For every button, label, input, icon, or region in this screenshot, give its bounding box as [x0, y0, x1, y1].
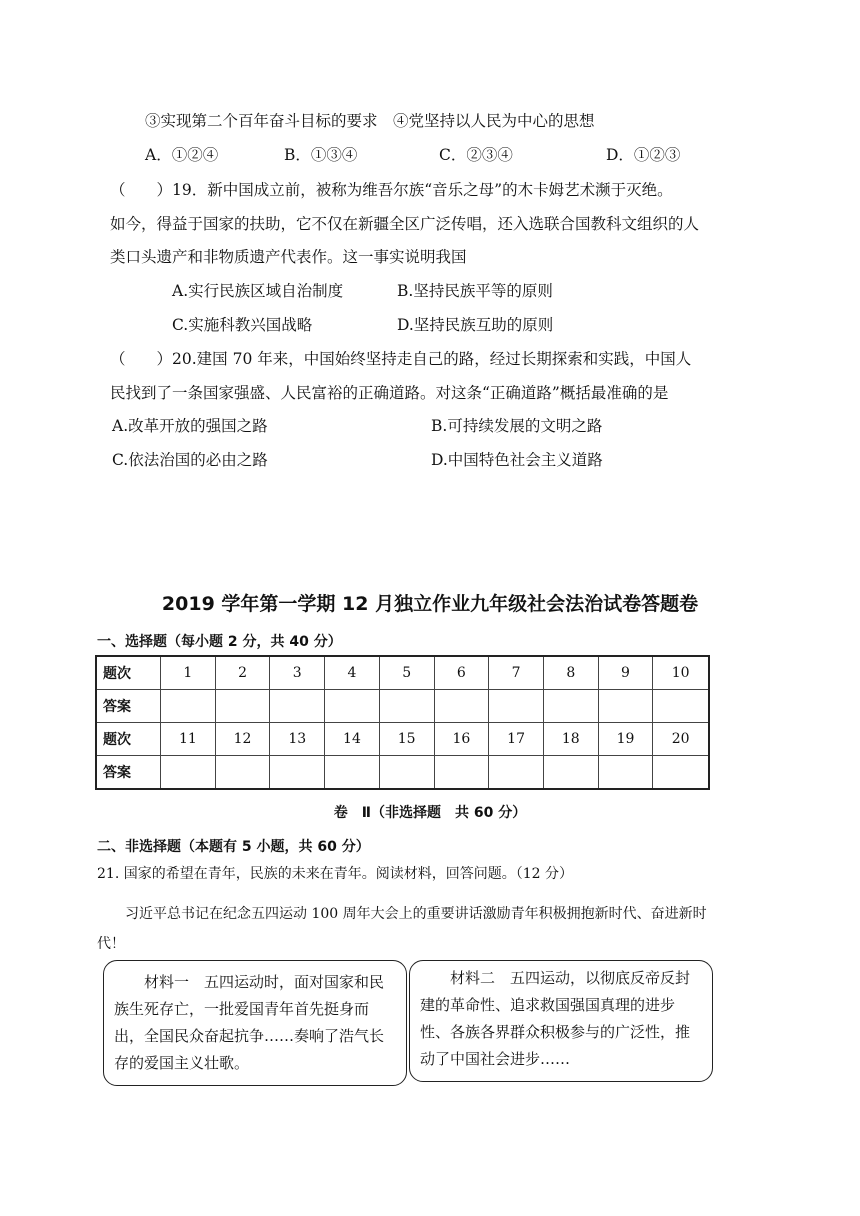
- question-number: 9: [598, 656, 653, 690]
- q20-stem-line1: （ ）20.建国 70 年来，中国始终坚持走自己的路，经过长期探索和实践，中国人: [110, 350, 692, 368]
- answer-cell[interactable]: [270, 756, 325, 790]
- q19-option-a: A.实行民族区域自治制度: [172, 282, 344, 300]
- question-number: 11: [161, 723, 216, 756]
- q20-option-c: C.依法治国的必由之路: [112, 451, 268, 469]
- material1-text: 材料一 五四运动时，面对国家和民族生死存亡，一批爱国青年首先挺身而出，全国民众奋起抗争……奏响了浩气长存的爱国主义壮歌。: [114, 973, 385, 1072]
- answer-cell[interactable]: [543, 690, 598, 723]
- answer-cell[interactable]: [653, 690, 709, 723]
- answer-cell[interactable]: [434, 756, 489, 790]
- answer-cell[interactable]: [489, 756, 544, 790]
- table-row: [96, 656, 709, 690]
- section1-heading: 一、选择题（每小题 2 分，共 40 分）: [97, 634, 342, 650]
- question-number: 4: [325, 656, 380, 690]
- answer-sheet-title: 2019 学年第一学期 12 月独立作业九年级社会法治试卷答题卷: [161, 593, 699, 615]
- section2-heading: 二、非选择题（本题有 5 小题，共 60 分）: [97, 839, 370, 855]
- question-number: 2: [215, 656, 270, 690]
- q19-option-b: B.坚持民族平等的原则: [397, 282, 553, 300]
- table-row: [96, 690, 709, 723]
- answer-cell[interactable]: [325, 756, 380, 790]
- answer-cell[interactable]: [215, 690, 270, 723]
- answer-cell[interactable]: [543, 756, 598, 790]
- q21-intro-line2: 代！: [97, 936, 125, 952]
- row-label-question: 题次: [96, 723, 161, 756]
- q18-option-d: D．①②③: [606, 146, 681, 164]
- table-row: [96, 723, 709, 756]
- question-number: 13: [270, 723, 325, 756]
- question-number: 14: [325, 723, 380, 756]
- q19-option-c: C.实施科教兴国战略: [172, 316, 313, 334]
- answer-cell[interactable]: [434, 690, 489, 723]
- q19-stem-line3: 类口头遗产和非物质遗产代表作。这一事实说明我国: [110, 248, 467, 266]
- question-number: 12: [215, 723, 270, 756]
- q18-statement-line: ③实现第二个百年奋斗目标的要求 ④党坚持以人民为中心的思想: [145, 112, 595, 130]
- question-number: 16: [434, 723, 489, 756]
- answer-cell[interactable]: [598, 690, 653, 723]
- question-number: 3: [270, 656, 325, 690]
- answer-cell[interactable]: [598, 756, 653, 790]
- question-number: 5: [379, 656, 434, 690]
- row-label-answer: 答案: [96, 756, 161, 790]
- q19-option-d: D.坚持民族互助的原则: [397, 316, 554, 334]
- q21-stem: 21. 国家的希望在青年，民族的未来在青年。阅读材料，回答问题。（12 分）: [97, 866, 573, 882]
- answer-cell[interactable]: [215, 756, 270, 790]
- question-number: 17: [489, 723, 544, 756]
- material2-box: [409, 960, 713, 1082]
- question-number: 10: [653, 656, 709, 690]
- row-label-answer: 答案: [96, 690, 161, 723]
- q19-stem-line2: 如今，得益于国家的扶助，它不仅在新疆全区广泛传唱，还入选联合国教科文组织的人: [110, 215, 700, 233]
- q21-intro-line1: 习近平总书记在纪念五四运动 100 周年大会上的重要讲话激励青年积极拥抱新时代、奋进新时: [125, 906, 707, 922]
- material1-box: [103, 960, 407, 1086]
- answer-cell[interactable]: [653, 756, 709, 790]
- q20-option-d: D.中国特色社会主义道路: [431, 451, 603, 469]
- q18-option-a: A．①②④: [145, 146, 219, 164]
- answer-cell[interactable]: [325, 690, 380, 723]
- answer-table: [95, 655, 710, 790]
- table-row: [96, 756, 709, 790]
- question-number: 8: [543, 656, 598, 690]
- volume2-heading: 卷 Ⅱ（非选择题 共 60 分）: [333, 805, 527, 821]
- q20-option-b: B.可持续发展的文明之路: [431, 417, 603, 435]
- question-number: 1: [161, 656, 216, 690]
- q18-option-c: C．②③④: [439, 146, 513, 164]
- question-number: 6: [434, 656, 489, 690]
- question-number: 7: [489, 656, 544, 690]
- q20-stem-line2: 民找到了一条国家强盛、人民富裕的正确道路。对这条“正确道路”概括最准确的是: [110, 384, 669, 402]
- question-number: 15: [379, 723, 434, 756]
- question-number: 19: [598, 723, 653, 756]
- answer-cell[interactable]: [379, 690, 434, 723]
- question-number: 20: [653, 723, 709, 756]
- q20-option-a: A.改革开放的强国之路: [112, 417, 268, 435]
- answer-cell[interactable]: [161, 756, 216, 790]
- material2-text: 材料二 五四运动，以彻底反帝反封建的革命性、追求救国强国真理的进步性、各族各界群众积极参与的广泛性，推动了中国社会进步……: [420, 969, 691, 1068]
- row-label-question: 题次: [96, 656, 161, 690]
- answer-cell[interactable]: [489, 690, 544, 723]
- q18-option-b: B．①③④: [284, 146, 358, 164]
- question-number: 18: [543, 723, 598, 756]
- answer-cell[interactable]: [379, 756, 434, 790]
- q19-stem-line1: （ ）19．新中国成立前，被称为维吾尔族“音乐之母”的木卡姆艺术濒于灭绝。: [110, 181, 673, 199]
- answer-cell[interactable]: [161, 690, 216, 723]
- answer-cell[interactable]: [270, 690, 325, 723]
